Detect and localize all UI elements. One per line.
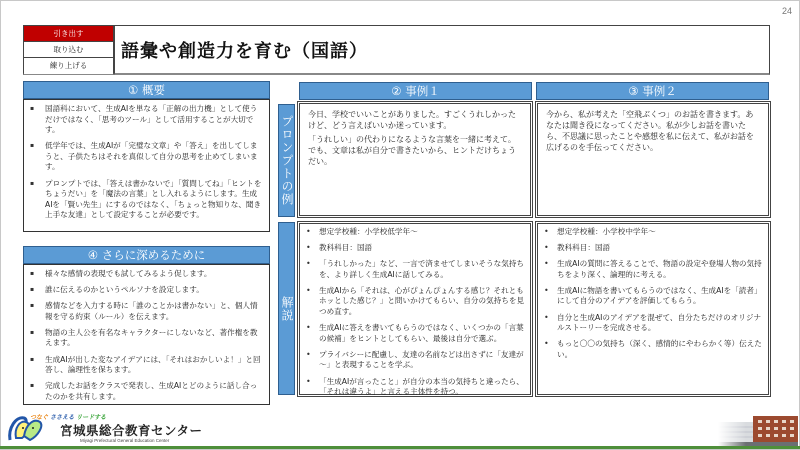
deepen-item: ▪ 誰に伝えるのかというペルソナを設定します。 bbox=[26, 285, 263, 296]
case1-prompt bbox=[300, 104, 530, 175]
prompt-example-label: プロンプトの例 bbox=[278, 104, 295, 217]
deepen-item: ▪ 様々な感情の表現でも試してみるよう促します。 bbox=[26, 269, 263, 280]
overview-list bbox=[26, 104, 263, 221]
case1-explanation-item: • 生成AIから「それは、心がぴょんぴょんする感じ？それともホッとした感じ？」と問いかけてもらい、自分の気持ちを見つめ直す。 bbox=[300, 286, 525, 318]
case1-heading: ② 事例１ bbox=[299, 82, 532, 100]
overview-box bbox=[23, 99, 270, 232]
case1-explanation-item: • 「生成AIが言ったこと」が自分の本当の気持ちと違ったら、「それは違うよ」と言える主体性を持つ。 bbox=[300, 377, 525, 398]
phase-tags bbox=[23, 25, 114, 75]
overview-item: ▪ 国語科において、生成AIを単なる「正解の出力機」として使うだけではなく、「思考のツール」として活用することが大切です。 bbox=[26, 104, 263, 136]
case1-prompt-para: 「うれしい」の代わりになるような言葉を一緒に考えて。でも、文章は私が自分で書きたいから、ヒントだけちょうだい。 bbox=[308, 135, 516, 166]
case1-explanation-box bbox=[297, 221, 533, 397]
deepen-heading: ④ さらに深めるために bbox=[23, 246, 270, 264]
case2-heading: ③ 事例２ bbox=[536, 82, 769, 100]
catchphrase: つなぐ ささえる リードする bbox=[30, 414, 107, 421]
case2-explanation-item: • 自分と生成AIのアイデアを混ぜて、自分たちだけのオリジナルストーリーを完成させる。 bbox=[538, 313, 763, 334]
overview-heading: ① 概要 bbox=[23, 81, 270, 99]
organization-name: 宮城県総合教育センター bbox=[60, 423, 203, 438]
case1-explanation-item: • 「うれしかった」など、一言で済ませてしまいそうな気持ちを、より詳しく生成AIに話してみる。 bbox=[300, 259, 525, 280]
case2-explanation-box bbox=[535, 221, 771, 397]
deepen-item: ▪ 生成AIが出した変なアイデアには、「それはおかしいよ！」と回答し、論理性を保ちます。 bbox=[26, 355, 263, 376]
case2-explanation-item: • 生成AIに物語を書いてもらうのではなく、生成AIを「読者」にして自分のアイデアを評価してもらう。 bbox=[538, 286, 763, 307]
deepen-item: ▪ 完成したお話をクラスで発表し、生成AIとどのように話し合ったのかを共有します。 bbox=[26, 381, 263, 402]
case2-explanation-item: • 想定学校種：小学校中学年～ bbox=[538, 227, 763, 238]
building-illustration-icon bbox=[718, 412, 798, 447]
case2-explanation-item: • もっと〇〇の気持ち（深く、感情的にやわらかく等）伝えたい。 bbox=[538, 339, 763, 360]
deepen-box bbox=[23, 264, 270, 405]
case1-explanation-item: • 教科科目：国語 bbox=[300, 243, 525, 254]
organization-name-en: Miyagi Prefectural General Education Center bbox=[80, 438, 170, 443]
page-title: 語彙や創造力を育む（国語） bbox=[121, 41, 368, 62]
tag-neriageru: 練り上げる bbox=[24, 58, 113, 74]
case1-explanation-item: • 生成AIに答えを書いてもらうのではなく、いくつかの「言葉の候補」をヒントとしてもらい、最後は自分で選ぶ。 bbox=[300, 323, 525, 344]
overview-item: ▪ 低学年では、生成AIが「完璧な文章」や「答え」を出してしまうと、子供たちはそれを真似して自分の思考を止めてしまいます。 bbox=[26, 141, 263, 173]
case1-explanation-item: • プライバシーに配慮し、友達の名前などは出さずに「友達が～」と表現することを学ぶ。 bbox=[300, 350, 525, 371]
case2-explanation-item: • 教科科目：国語 bbox=[538, 243, 763, 254]
case1-explanation-item: • 想定学校種：小学校低学年～ bbox=[300, 227, 525, 238]
tag-torikomu: 取り込む bbox=[24, 42, 113, 58]
title-box bbox=[114, 25, 770, 75]
case2-explanation-list bbox=[538, 227, 763, 360]
case2-prompt-box bbox=[535, 101, 771, 218]
footer-divider bbox=[0, 446, 800, 449]
case1-prompt-para: 今日、学校でいいことがありました。すごくうれしかったけど、どう言えばいいか迷っています。 bbox=[308, 110, 516, 130]
explanation-label: 解説 bbox=[278, 222, 295, 395]
deepen-item: ▪ 感情などを入力する時に「誰のことかは書かない」と、個人情報を守る約束（ルール）を伝えます。 bbox=[26, 301, 263, 322]
deepen-list bbox=[26, 269, 263, 402]
case2-prompt-para: 今から、私が考えた「空飛ぶくつ」のお話を書きます。あなたは聞き役になってください。私が少しお話を書いたら、不思議に思ったことや感想を私に伝えて、私がお話を広げるのを手伝ってください。 bbox=[546, 110, 754, 152]
tag-hikidasu: 引き出す bbox=[24, 26, 113, 42]
case2-explanation-item: • 生成AIの質問に答えることで、物語の設定や登場人物の気持ちをより深く、論理的に考える。 bbox=[538, 259, 763, 280]
deepen-item: ▪ 物語の主人公を有名なキャラクターにしないなど、著作権を教えます。 bbox=[26, 328, 263, 349]
overview-item: ▪ プロンプトでは、「答えは書かないで」「質問してね」「ヒントをちょうだい」を「魔法の言葉」とし入れるようにします。生成AIを「賢い先生」にするのではなく、「ちょっと物知りな、聞き上手な友達」として設定することが必要です。 bbox=[26, 179, 263, 221]
case2-prompt bbox=[538, 104, 768, 161]
case1-prompt-box bbox=[297, 101, 533, 218]
case1-explanation-list bbox=[300, 227, 525, 398]
page-number: 24 bbox=[781, 6, 792, 16]
